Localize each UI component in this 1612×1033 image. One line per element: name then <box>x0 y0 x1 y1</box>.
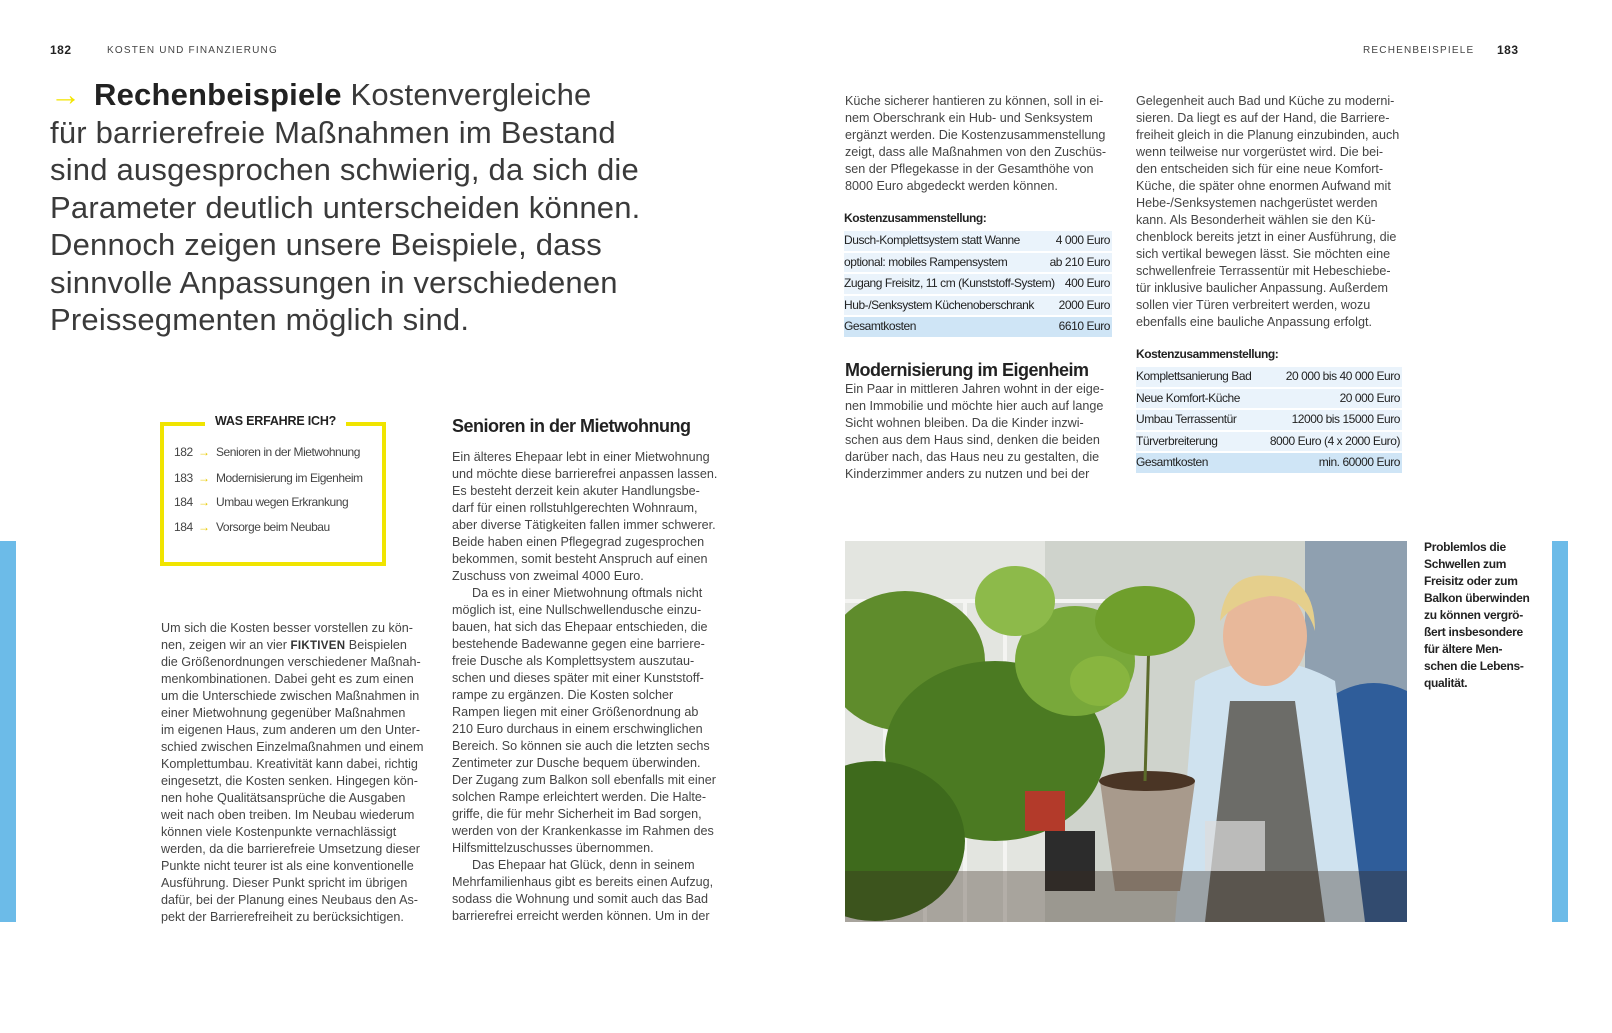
item-page-number: 182 <box>174 445 193 459</box>
text-line: im eigenen Haus, zum anderen um den Unter- <box>161 723 421 737</box>
text-line: sich vertikal bewegen lässt. Sie möchten eine <box>1136 247 1391 261</box>
text-line: Dennoch zeigen unsere Beispiele, dass <box>50 227 602 262</box>
text-line: nen, zeigen wir an vier FIKTIVEN Beispielen <box>161 638 407 652</box>
text-line: kann. Als Besonderheit wählen sie den Kü- <box>1136 213 1376 227</box>
section-text-senioren <box>452 449 732 925</box>
text-line: Preissegmenten möglich sind. <box>50 302 470 337</box>
text-line: Da es in einer Mietwohnung oftmals nicht <box>472 586 703 600</box>
text-line: sieren. Da liegt es auf der Hand, die Barriere- <box>1136 111 1390 125</box>
photo-woman-gardening-balcony <box>845 541 1407 922</box>
text-line: werden von der Krankenkasse im Rahmen des <box>452 824 714 838</box>
text-line: ebenfalls eine bauliche Anpassung erfolgt. <box>1136 315 1372 329</box>
text-line: schen und dieses später mit einer Kunststoff- <box>452 671 704 685</box>
text-line: schen die Lebens- <box>1424 659 1524 673</box>
table-row <box>844 231 1112 251</box>
text-line: Küche sicherer hantieren zu können, soll in ei- <box>845 94 1104 108</box>
text-line: schwellenfreie Terrassentür mit Hebeschiebe- <box>1136 264 1391 278</box>
intro-text <box>161 620 436 926</box>
text-line: 8000 Euro abgedeckt werden können. <box>845 179 1058 193</box>
item-page-number: 184 <box>174 495 193 509</box>
cost-table-2 <box>1136 347 1402 475</box>
text-line: freie Dusche als Komplettsystem auszutau- <box>452 654 695 668</box>
cell-cost: 12000 bis 15000 Euro <box>1291 412 1400 426</box>
text-line: eingesetzt, die Kosten senken. Hingegen kön- <box>161 774 418 788</box>
text-line: zeigt, dass alle Maßnahmen von den Zuschüs- <box>845 145 1107 159</box>
text-line: Um sich die Kosten besser vorstellen zu kön- <box>161 621 413 635</box>
right-col2-text <box>1136 93 1411 331</box>
table-row <box>1136 367 1402 387</box>
text-line: können viele Kostenpunkte vernachlässigt <box>161 825 397 839</box>
text-line: für barrierefreie Maßnahmen im Bestand <box>50 114 616 150</box>
text-line: Balkon überwinden <box>1424 591 1530 605</box>
text-line: menkombinationen. Dabei geht es zum einen <box>161 672 414 686</box>
page-number-right: 183 <box>1497 43 1519 57</box>
text-line: Zuschuss von zweimal 4000 Euro. <box>452 569 644 583</box>
info-box-item <box>174 471 363 485</box>
arrow-right-icon: → <box>198 445 210 459</box>
text-line: Es besteht derzeit kein akuter Handlungsbe- <box>452 484 700 498</box>
text-line: für ältere Men- <box>1424 642 1503 656</box>
text-line: Der Zugang zum Balkon soll ebenfalls mit einer <box>452 773 716 787</box>
text-line: die Größenordnungen verschiedener Maßnah- <box>161 655 421 669</box>
text-line: werden, da die barrierefreie Umsetzung dieser <box>161 842 421 856</box>
text-line: qualität. <box>1424 676 1468 690</box>
text-line: zu können vergrö- <box>1424 608 1523 622</box>
text-line: Küche, die später ohne enormen Aufwand mit <box>1136 179 1391 193</box>
page-number-left: 182 <box>50 43 72 57</box>
item-label: Modernisierung im Eigenheim <box>216 471 363 485</box>
arrow-right-icon: → <box>198 495 210 509</box>
info-box-item <box>174 495 348 509</box>
item-label: Vorsorge beim Neubau <box>216 520 330 534</box>
headline-bold: Rechenbeispiele <box>94 77 342 112</box>
text-line: darf für einen rollstuhlgerechten Wohnraum, <box>452 501 698 515</box>
text-line: nen hohe Qualitätsansprüche die Ausgaben <box>161 791 406 805</box>
text-line: Rampen liegen mit einer Größenordnung ab <box>452 705 699 719</box>
photo-caption <box>1424 539 1534 692</box>
text-line: rampe zu ergänzen. Die Kosten solcher <box>452 688 674 702</box>
text-line: sinnvolle Anpassungen in verschiedenen <box>50 264 618 300</box>
text-line: Mehrfamilienhaus gibt es bereits einen Aufzug, <box>452 875 714 889</box>
text-line: den entscheiden sich für eine neue Komfort- <box>1136 162 1384 176</box>
text-line: Hilfsmittelzuschusses übernommen. <box>452 841 654 855</box>
text-line: wenn teilweise nur vorgerüstet wird. Die bei- <box>1136 145 1384 159</box>
text-line: Ein älteres Ehepaar lebt in einer Mietwohnung <box>452 450 710 464</box>
text-line: bekommen, somit besteht Anspruch auf einen <box>452 552 708 566</box>
text-line: möglich ist, eine Nullschwellendusche einzu- <box>452 603 702 617</box>
section-text-eigenheim <box>845 381 1115 483</box>
cell-cost: ab 210 Euro <box>1049 254 1110 269</box>
table-caption: Kostenzusammenstellung: <box>1136 347 1279 361</box>
cell-item: Dusch-Komplettsystem statt Wanne <box>844 233 1020 247</box>
item-page-number: 183 <box>174 471 193 485</box>
item-page-number: 184 <box>174 520 193 534</box>
table-row <box>844 253 1112 273</box>
running-head-left: KOSTEN UND FINANZIERUNG <box>107 45 278 56</box>
table-row <box>844 274 1112 294</box>
text-line: pekt der Barrierefreiheit zu berücksichtigen. <box>161 910 404 924</box>
cell-item: Hub-/Senksystem Küchenoberschrank <box>844 297 1034 312</box>
cell-item: Türverbreiterung <box>1136 433 1218 448</box>
headline-rest <box>50 114 650 339</box>
running-head-right: RECHENBEISPIELE <box>1363 45 1475 56</box>
cell-item: Gesamtkosten <box>1136 455 1208 469</box>
text-line: und möchte diese barrierefrei anpassen lassen. <box>452 467 718 481</box>
text-line: griffe, die für mehr Sicherheit im Bad sorgen, <box>452 807 702 821</box>
section-heading-senioren: Senioren in der Mietwohnung <box>452 416 691 436</box>
cell-cost: 20 000 bis 40 000 Euro <box>1285 369 1400 383</box>
arrow-right-icon: → <box>50 77 82 112</box>
info-box-title: WAS ERFAHRE ICH? <box>205 414 346 428</box>
table-row <box>1136 410 1402 430</box>
text-line: einer Mietwohnung gegenüber Maßnahmen <box>161 706 406 720</box>
text-line: schen aus dem Haus sind, denken die beiden <box>845 433 1100 447</box>
text-line: Ein Paar in mittleren Jahren wohnt in der eige- <box>845 382 1105 396</box>
text-line: um die Unterschiede zwischen Maßnahmen in <box>161 689 420 703</box>
table-caption: Kostenzusammenstellung: <box>844 211 987 225</box>
text-line: ßert insbesondere <box>1424 625 1523 639</box>
cell-cost: 20 000 Euro <box>1339 390 1400 405</box>
cell-item: Komplettsanierung Bad <box>1136 369 1252 383</box>
cell-item: optional: mobiles Rampensystem <box>844 254 1008 269</box>
cell-cost: min. 60000 Euro <box>1318 455 1400 469</box>
text-line: aber diverse Tätigkeiten fallen immer schwerer. <box>452 518 716 532</box>
cell-cost: 400 Euro <box>1064 276 1110 290</box>
cell-item: Umbau Terrassentür <box>1136 412 1237 426</box>
right-col1-text <box>845 93 1115 195</box>
text-line: tür inklusive baulicher Anpassung. Außerdem <box>1136 281 1389 295</box>
cost-table-1 <box>844 211 1112 339</box>
text-line: Sicht wohnen bleiben. Da die Kinder inzwi- <box>845 416 1084 430</box>
text-line: chenblock bereits jetzt in einer Ausführung, die <box>1136 230 1397 244</box>
photo-illustration <box>845 541 1407 922</box>
text-line: 210 Euro durchaus in einem erschwinglichen <box>452 722 703 736</box>
text-line: Zentimeter zur Dusche bequem überwinden. <box>452 756 701 770</box>
text-line: Das Ehepaar hat Glück, denn in seinem <box>472 858 695 872</box>
section-heading-eigenheim: Modernisierung im Eigenheim <box>845 360 1089 380</box>
table-total-row <box>844 317 1112 337</box>
text-line: freiheit gleich in die Planung einzubinden, auch <box>1136 128 1400 142</box>
info-box-item <box>174 445 360 459</box>
cell-item: Neue Komfort-Küche <box>1136 390 1240 405</box>
text-line: Hebe-/Senksystemen nachgerüstet werden <box>1136 196 1378 210</box>
text-line: Kinderzimmer anders zu nutzen und bei der <box>845 467 1090 481</box>
cell-item: Gesamtkosten <box>844 319 916 333</box>
table-row <box>1136 389 1402 409</box>
item-label: Senioren in der Mietwohnung <box>216 445 360 459</box>
info-box-item <box>174 520 330 534</box>
text-line: sollen vier Türen verbreitert werden, wozu <box>1136 298 1371 312</box>
text-line: Beide haben einen Pflegegrad zugesprochen <box>452 535 705 549</box>
text-line: bauen, hat sich das Ehepaar entschieden, die <box>452 620 708 634</box>
info-box <box>160 422 386 566</box>
cell-cost: 8000 Euro (4 x 2000 Euro) <box>1269 433 1400 448</box>
text-line: Gelegenheit auch Bad und Küche zu moderni- <box>1136 94 1395 108</box>
cell-item: Zugang Freisitz, 11 cm (Kunststoff-System) <box>844 276 1055 290</box>
text-line: bestehende Badewanne gegen eine barriere- <box>452 637 705 651</box>
text-line: darüber nach, das Haus neu zu gestalten, die <box>845 450 1100 464</box>
text-line: barrierefrei erreicht werden können. Um in der <box>452 909 710 923</box>
text-line: Problemlos die <box>1424 540 1506 554</box>
text-line: nem Oberschrank ein Hub- und Senksystem <box>845 111 1093 125</box>
text-line: weit nach oben treiben. Im Neubau wiederum <box>161 808 415 822</box>
cell-cost: 6610 Euro <box>1058 319 1110 333</box>
text-line: ergänzt werden. Die Kostenzusammenstellung <box>845 128 1106 142</box>
cell-cost: 4 000 Euro <box>1055 233 1110 247</box>
text-line: dafür, bei der Planung eines Neubaus den As- <box>161 893 418 907</box>
page-edge-tab-left <box>0 541 16 922</box>
text-line: Parameter deutlich unterscheiden können. <box>50 189 641 225</box>
table-row <box>1136 432 1402 452</box>
text-line: Komplettumbau. Kreativität kann dabei, richtig <box>161 757 418 771</box>
text-line: Freisitz oder zum <box>1424 574 1518 588</box>
page-edge-tab-right <box>1552 541 1568 922</box>
text-line: solchen Rampe erleichtert werden. Die Halte- <box>452 790 707 804</box>
text-line: nen Immobilie und möchte hier auch auf lange <box>845 399 1104 413</box>
headline-line: Kostenvergleiche <box>350 77 592 112</box>
text-line: Ausführung. Dieser Punkt spricht im übrigen <box>161 876 408 890</box>
table-total-row <box>1136 453 1402 473</box>
arrow-right-icon: → <box>198 471 210 485</box>
text-line: sodass die Wohnung und somit auch das Bad <box>452 892 709 906</box>
text-line: sind ausgesprochen schwierig, da sich die <box>50 152 639 187</box>
text-line: schied zwischen Einzelmaßnahmen und einem <box>161 740 424 754</box>
cell-cost: 2000 Euro <box>1058 297 1110 312</box>
text-line: Punkte nicht teurer ist als eine konventionelle <box>161 859 414 873</box>
table-row <box>844 296 1112 316</box>
text-line: Schwellen zum <box>1424 557 1507 571</box>
text-line: Bereich. So können sie auch die letzten sechs <box>452 739 710 753</box>
arrow-right-icon: → <box>198 520 210 534</box>
item-label: Umbau wegen Erkrankung <box>216 495 349 509</box>
text-line: sen der Pflegekasse in der Gesamthöhe von <box>845 162 1094 176</box>
intro-headline <box>50 76 650 339</box>
